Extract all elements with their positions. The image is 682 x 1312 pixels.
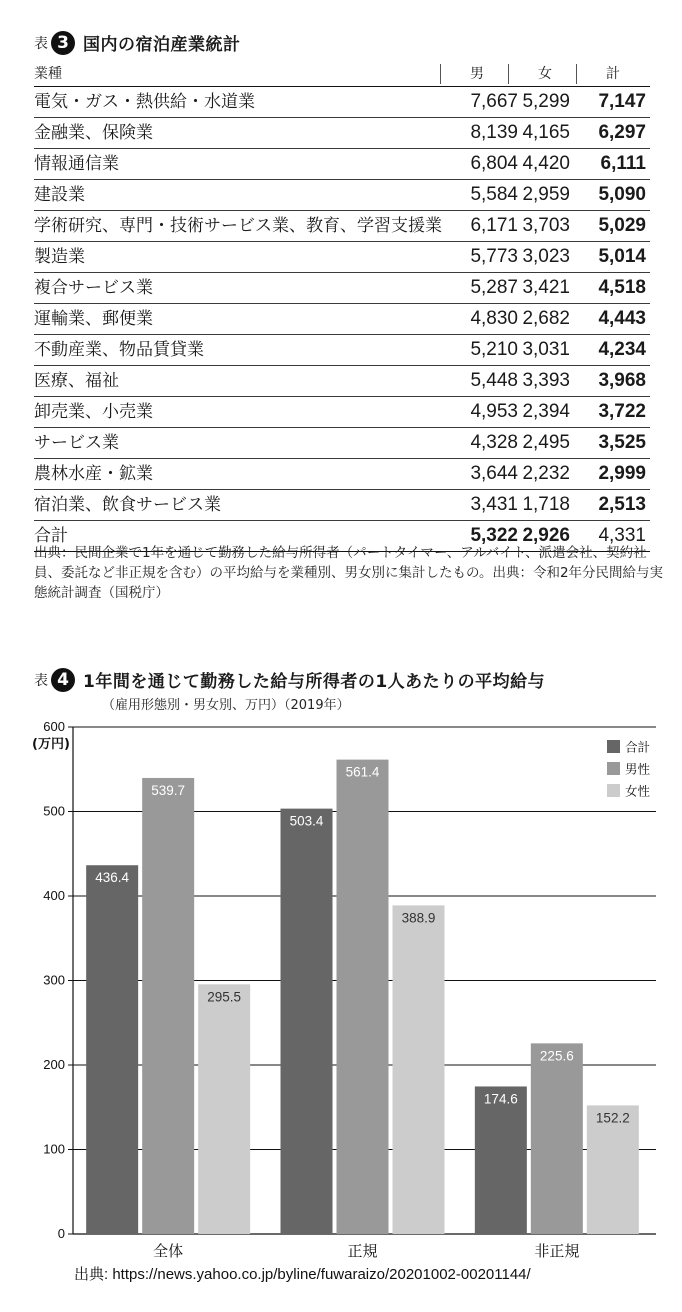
cell-total: 5,029 — [598, 215, 646, 236]
cell-male: 3,644 — [470, 463, 518, 484]
y-tick-label: 500 — [43, 803, 65, 819]
cell-total: 4,518 — [598, 277, 646, 298]
total-row-male: 5,322 — [470, 525, 518, 546]
cell-total: 4,234 — [598, 339, 646, 360]
cell-female: 5,299 — [522, 91, 570, 112]
y-tick-label: 200 — [43, 1057, 65, 1072]
table-row — [34, 149, 650, 180]
cell-male: 5,210 — [470, 339, 518, 360]
cell-female: 3,703 — [522, 215, 570, 236]
legend-swatch — [607, 762, 620, 775]
cell-female: 4,165 — [522, 122, 570, 143]
cell-female: 2,394 — [522, 401, 570, 422]
header-total: 計 — [606, 66, 620, 82]
cell-male: 4,830 — [470, 308, 518, 329]
category-label: 正規 — [347, 1242, 378, 1260]
table-row — [34, 242, 650, 273]
header-divider — [576, 64, 577, 84]
chart-title: 1年間を通じて勤務した給与所得者の1人あたりの平均給与 — [83, 672, 546, 692]
salary-bar-chart — [0, 712, 682, 1262]
y-tick-label: 300 — [43, 972, 65, 988]
cell-industry: 卸売業、小売業 — [34, 402, 153, 422]
cell-total: 5,014 — [598, 246, 646, 267]
cell-female: 4,420 — [522, 153, 570, 174]
cell-male: 6,804 — [470, 153, 518, 174]
legend-swatch — [607, 784, 620, 797]
y-tick-label: 100 — [43, 1141, 65, 1157]
cell-female: 2,682 — [522, 308, 570, 329]
table-row — [34, 118, 650, 149]
bar-value-label: 295.5 — [207, 989, 242, 1005]
header-industry: 業種 — [34, 66, 62, 82]
cell-industry: 複合サービス業 — [34, 278, 153, 298]
cell-male: 6,171 — [470, 215, 518, 236]
cell-female: 1,718 — [522, 494, 570, 515]
chart4-prefix: 表 — [34, 672, 48, 689]
cell-male: 5,448 — [470, 370, 518, 391]
cell-male: 5,287 — [470, 277, 518, 298]
table-row — [34, 459, 650, 490]
cell-total: 3,525 — [598, 432, 646, 453]
cell-industry: 医療、福祉 — [34, 371, 119, 391]
legend-label: 男性 — [625, 761, 651, 777]
cell-total: 5,090 — [598, 184, 646, 205]
cell-total: 6,297 — [598, 122, 646, 143]
table-row — [34, 304, 650, 335]
bar-value-label: 174.6 — [483, 1091, 518, 1107]
cell-male: 5,773 — [470, 246, 518, 267]
legend-label: 合計 — [625, 739, 651, 755]
bar-合計 — [86, 865, 138, 1234]
header-divider — [508, 64, 509, 84]
cell-industry: 電気・ガス・熱供給・水道業 — [34, 92, 255, 112]
legend-swatch — [607, 740, 620, 753]
chart4-number-badge: 4 — [51, 668, 75, 692]
header-male: 男 — [470, 66, 484, 82]
chart-source-note: 出典: https://news.yahoo.co.jp/byline/fuwaraizo/20201002-00201144/ — [74, 1266, 531, 1283]
cell-female: 2,232 — [522, 463, 570, 484]
table-row — [34, 180, 650, 211]
cell-industry: サービス業 — [34, 433, 119, 453]
cell-female: 3,023 — [522, 246, 570, 267]
bar-女性 — [393, 905, 445, 1234]
bar-value-label: 561.4 — [345, 764, 380, 780]
bar-男性 — [142, 778, 194, 1234]
table-row — [34, 273, 650, 304]
bar-value-label: 225.6 — [539, 1048, 574, 1064]
table-header-row — [34, 62, 650, 87]
cell-total: 3,722 — [598, 401, 646, 422]
bar-男性 — [531, 1043, 583, 1234]
cell-female: 3,421 — [522, 277, 570, 298]
table-row — [34, 397, 650, 428]
cell-male: 4,953 — [470, 401, 518, 422]
bar-男性 — [337, 760, 389, 1234]
bar-合計 — [475, 1086, 527, 1234]
cell-industry: 建設業 — [34, 185, 85, 205]
industry-salary-table — [34, 62, 650, 552]
y-tick-label: 400 — [43, 888, 65, 903]
bar-value-label: 503.4 — [289, 813, 324, 829]
y-tick-label: 0 — [57, 1226, 65, 1241]
y-tick-label: 600 — [43, 719, 65, 734]
table-row — [34, 335, 650, 366]
chart4-heading — [34, 667, 545, 692]
table3-prefix: 表 — [34, 35, 48, 52]
legend-label: 女性 — [625, 783, 651, 799]
category-label: 全体 — [153, 1242, 184, 1260]
cell-male: 8,139 — [470, 122, 518, 143]
table-row — [34, 366, 650, 397]
cell-total: 2,999 — [598, 463, 646, 484]
total-row-label: 合計 — [34, 526, 68, 546]
bar-value-label: 436.4 — [95, 870, 130, 886]
table-row — [34, 211, 650, 242]
cell-industry: 学術研究、専門・技術サービス業、教育、学習支援業 — [34, 216, 442, 236]
cell-industry: 不動産業、物品賃貸業 — [34, 340, 204, 360]
cell-industry: 運輸業、郵便業 — [34, 309, 153, 329]
cell-male: 5,584 — [470, 184, 518, 205]
cell-industry: 宿泊業、飲食サービス業 — [34, 495, 221, 515]
table-row — [34, 428, 650, 459]
bar-女性 — [198, 984, 250, 1234]
total-row-female: 2,926 — [522, 525, 570, 546]
cell-male: 7,667 — [470, 91, 518, 112]
cell-total: 3,968 — [598, 370, 646, 391]
cell-male: 3,431 — [470, 494, 518, 515]
cell-total: 6,111 — [600, 153, 646, 174]
header-female: 女 — [538, 66, 552, 82]
bar-合計 — [281, 809, 333, 1234]
table3-heading — [34, 30, 241, 55]
cell-total: 2,513 — [598, 494, 646, 515]
y-axis-label: (万円) — [32, 737, 70, 752]
bar-value-label: 388.9 — [401, 910, 436, 926]
table3-source-note: 出典：民間企業で1年を通じて勤務した給与所得者（パートタイマー、アルバイト、派遣会社、契約社員、委託など非正規を含む）の平均給与を業種別、男女別に集計したもの。出典：令和2年分民間給与実態統計調査（国税庁） — [34, 545, 664, 601]
cell-female: 3,393 — [522, 370, 570, 391]
table3-number-badge: 3 — [51, 31, 75, 55]
table3-title: 国内の宿泊産業統計 — [83, 35, 241, 55]
cell-total: 7,147 — [598, 91, 646, 112]
total-row-total: 4,331 — [598, 525, 646, 546]
cell-industry: 情報通信業 — [34, 154, 119, 174]
cell-female: 2,959 — [522, 184, 570, 205]
chart-subtitle: （雇用形態別・男女別、万円）（2019年） — [102, 698, 350, 713]
category-label: 非正規 — [534, 1242, 580, 1260]
cell-female: 3,031 — [522, 339, 570, 360]
table-row — [34, 87, 650, 118]
cell-female: 2,495 — [522, 432, 570, 453]
cell-industry: 製造業 — [34, 247, 85, 267]
cell-male: 4,328 — [470, 432, 518, 453]
cell-industry: 金融業、保険業 — [34, 123, 153, 143]
bar-value-label: 152.2 — [595, 1110, 630, 1126]
cell-industry: 農林水産・鉱業 — [34, 464, 153, 484]
header-divider — [440, 64, 441, 84]
cell-total: 4,443 — [598, 308, 646, 329]
bar-value-label: 539.7 — [151, 782, 186, 798]
table-row — [34, 490, 650, 521]
